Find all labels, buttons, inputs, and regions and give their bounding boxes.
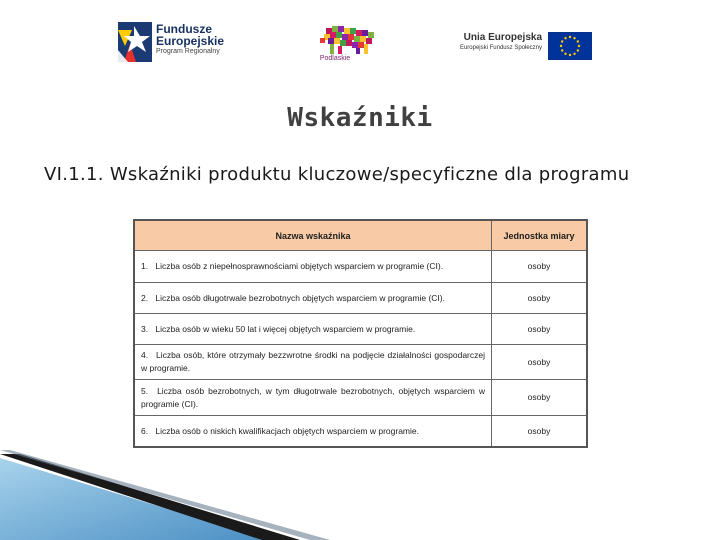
indicator-name-cell <box>134 345 492 380</box>
indicator-name: Liczba osób o niskich kwalifikacjach objętych wsparciem w programie. <box>155 425 419 436</box>
indicators-table <box>133 219 588 448</box>
indicator-name: Liczba osób bezrobotnych, w tym długotrwale bezrobotnych, objętych wsparciem w programie (CI). <box>141 385 486 409</box>
eu-line1: Unia Europejska <box>463 32 542 43</box>
bison-mosaic-icon <box>318 24 380 56</box>
indicator-name: Liczba osób w wieku 50 lat i więcej objętych wsparciem w programie. <box>155 323 416 334</box>
table-row <box>134 251 587 283</box>
indicator-name-cell <box>134 251 492 283</box>
fundusze-line3: Program Regionalny <box>156 48 220 55</box>
indicator-name: Liczba osób długotrwale bezrobotnych objętych wsparciem w programie (CI). <box>155 292 445 303</box>
fundusze-text <box>156 23 224 57</box>
unit-cell: osoby <box>492 345 588 380</box>
table-row <box>134 380 587 416</box>
eu-text <box>450 32 542 53</box>
table-row <box>134 345 587 380</box>
podlaskie-logo <box>318 24 380 68</box>
row-number: 1. <box>141 261 149 271</box>
indicator-name-cell <box>134 314 492 345</box>
table-header-row <box>134 220 587 251</box>
page-title: Wskaźniki <box>287 103 433 133</box>
unit-cell: osoby <box>492 314 588 345</box>
row-number: 3. <box>141 323 149 334</box>
indicator-name: Liczba osób z niepełnosprawnościami objętych wsparciem w programie (CI). <box>155 261 444 271</box>
fundusze-europejskie-logo <box>118 22 238 64</box>
eu-flag-icon <box>548 32 592 60</box>
section-subtitle: VI.1.1. Wskaźniki produktu kluczowe/specyficzne dla programu <box>44 164 630 185</box>
header-unit: Jednostka miary <box>492 220 588 251</box>
indicator-name: Liczba osób, które otrzymały bezzwrotne środki na podjęcie działalności gospodarczej w programie. <box>141 350 485 373</box>
eu-line2: Europejski Fundusz Społeczny <box>459 45 542 51</box>
decorative-swoosh <box>0 440 720 540</box>
header-indicator-name: Nazwa wskaźnika <box>134 220 492 251</box>
table-row <box>134 283 587 314</box>
row-number: 5. <box>141 385 149 396</box>
indicator-name-cell <box>134 380 492 416</box>
podlaskie-label: Podlaskie <box>319 55 351 62</box>
eu-logo <box>450 30 595 62</box>
unit-cell: osoby <box>492 283 588 314</box>
row-number: 4. <box>141 350 149 360</box>
indicator-name-cell <box>134 283 492 314</box>
row-number: 2. <box>141 292 149 303</box>
unit-cell: osoby <box>492 380 588 416</box>
fundusze-star-icon <box>118 22 152 62</box>
unit-cell: osoby <box>492 416 588 448</box>
row-number: 6. <box>141 425 149 436</box>
table-row <box>134 314 587 345</box>
fundusze-line2: Europejskie <box>156 34 225 48</box>
fundusze-line1: Fundusze <box>156 22 212 36</box>
unit-cell: osoby <box>492 251 588 283</box>
